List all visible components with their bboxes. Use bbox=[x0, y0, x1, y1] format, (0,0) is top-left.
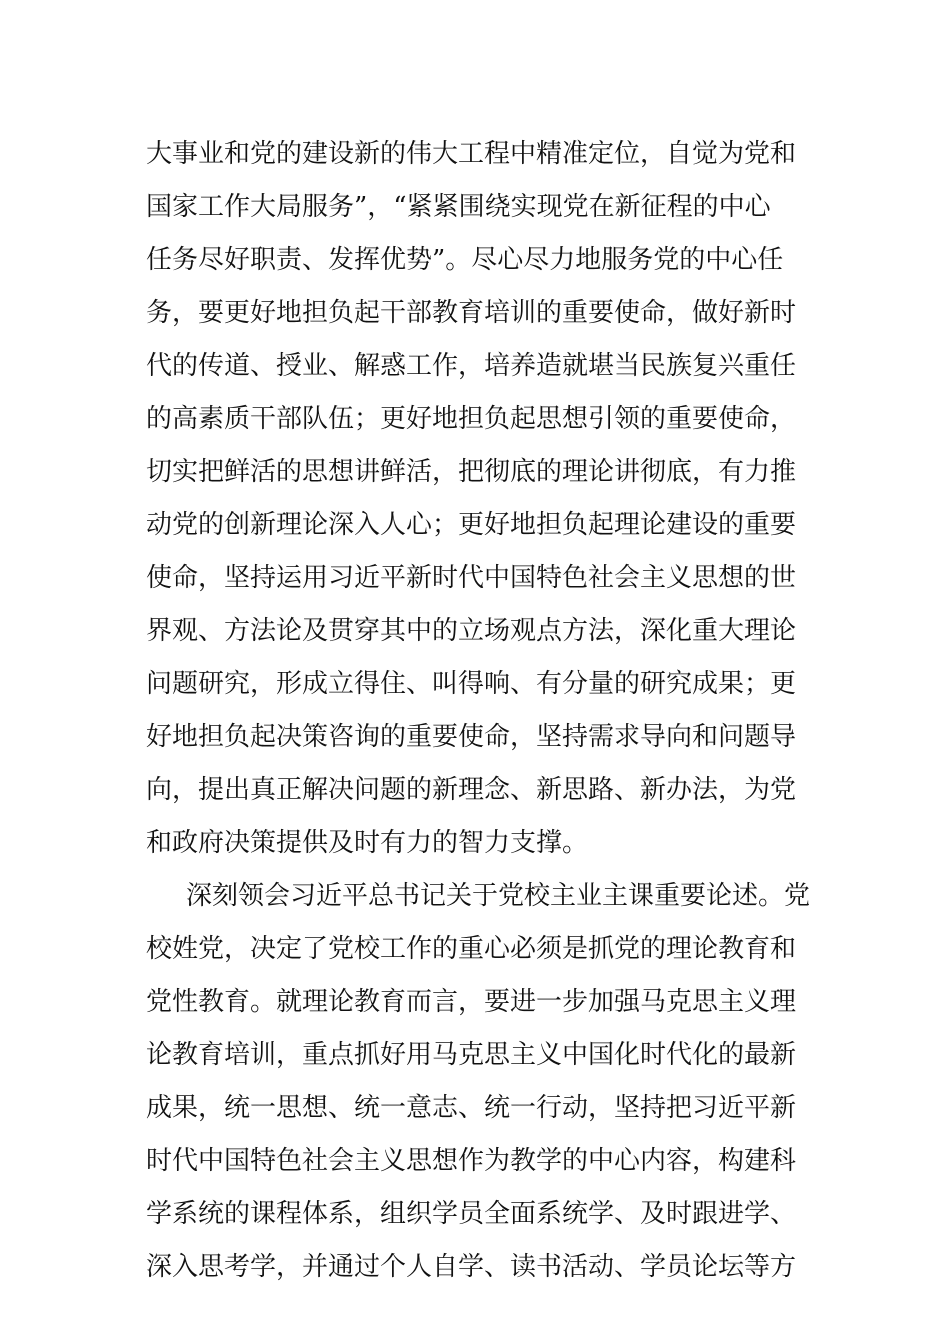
text-line: 的高素质干部队伍；更好地担负起思想引领的重要使命， bbox=[146, 404, 797, 434]
text-line: 切实把鲜活的思想讲鲜活，把彻底的理论讲彻底，有力推 bbox=[146, 457, 797, 487]
text-line: 动党的创新理论深入人心；更好地担负起理论建设的重要 bbox=[146, 510, 797, 540]
text-line: 深入思考学，并通过个人自学、读书活动、学员论坛等方 bbox=[146, 1252, 797, 1282]
text-line: 国家工作大局服务”，“紧紧围绕实现党在新征程的中心 bbox=[146, 192, 771, 222]
text-line: 务，要更好地担负起干部教育培训的重要使命，做好新时 bbox=[146, 298, 797, 328]
text-line: 任务尽好职责、发挥优势”。尽心尽力地服务党的中心任 bbox=[146, 245, 784, 275]
body-text bbox=[146, 128, 810, 1294]
text-line: 向，提出真正解决问题的新理念、新思路、新办法，为党 bbox=[146, 775, 797, 805]
text-line: 界观、方法论及贯穿其中的立场观点方法，深化重大理论 bbox=[146, 616, 797, 646]
text-line: 代的传道、授业、解惑工作，培养造就堪当民族复兴重任 bbox=[146, 351, 797, 381]
text-line: 和政府决策提供及时有力的智力支撑。 bbox=[146, 828, 589, 858]
paragraph-first-line: 深刻领会习近平总书记关于党校主业主课重要论述。党 bbox=[186, 881, 810, 911]
text-line: 成果，统一思想、统一意志、统一行动，坚持把习近平新 bbox=[146, 1093, 797, 1123]
text-line: 好地担负起决策咨询的重要使命，坚持需求导向和问题导 bbox=[146, 722, 797, 752]
text-line: 时代中国特色社会主义思想作为教学的中心内容，构建科 bbox=[146, 1146, 797, 1176]
text-line: 党性教育。就理论教育而言，要进一步加强马克思主义理 bbox=[146, 987, 797, 1017]
text-line: 使命，坚持运用习近平新时代中国特色社会主义思想的世 bbox=[146, 563, 797, 593]
text-line: 校姓党，决定了党校工作的重心必须是抓党的理论教育和 bbox=[146, 934, 797, 964]
text-line: 问题研究，形成立得住、叫得响、有分量的研究成果；更 bbox=[146, 669, 797, 699]
text-line: 学系统的课程体系，组织学员全面系统学、及时跟进学、 bbox=[146, 1199, 797, 1229]
text-line: 论教育培训，重点抓好用马克思主义中国化时代化的最新 bbox=[146, 1040, 797, 1070]
text-line: 大事业和党的建设新的伟大工程中精准定位，自觉为党和 bbox=[146, 139, 797, 169]
